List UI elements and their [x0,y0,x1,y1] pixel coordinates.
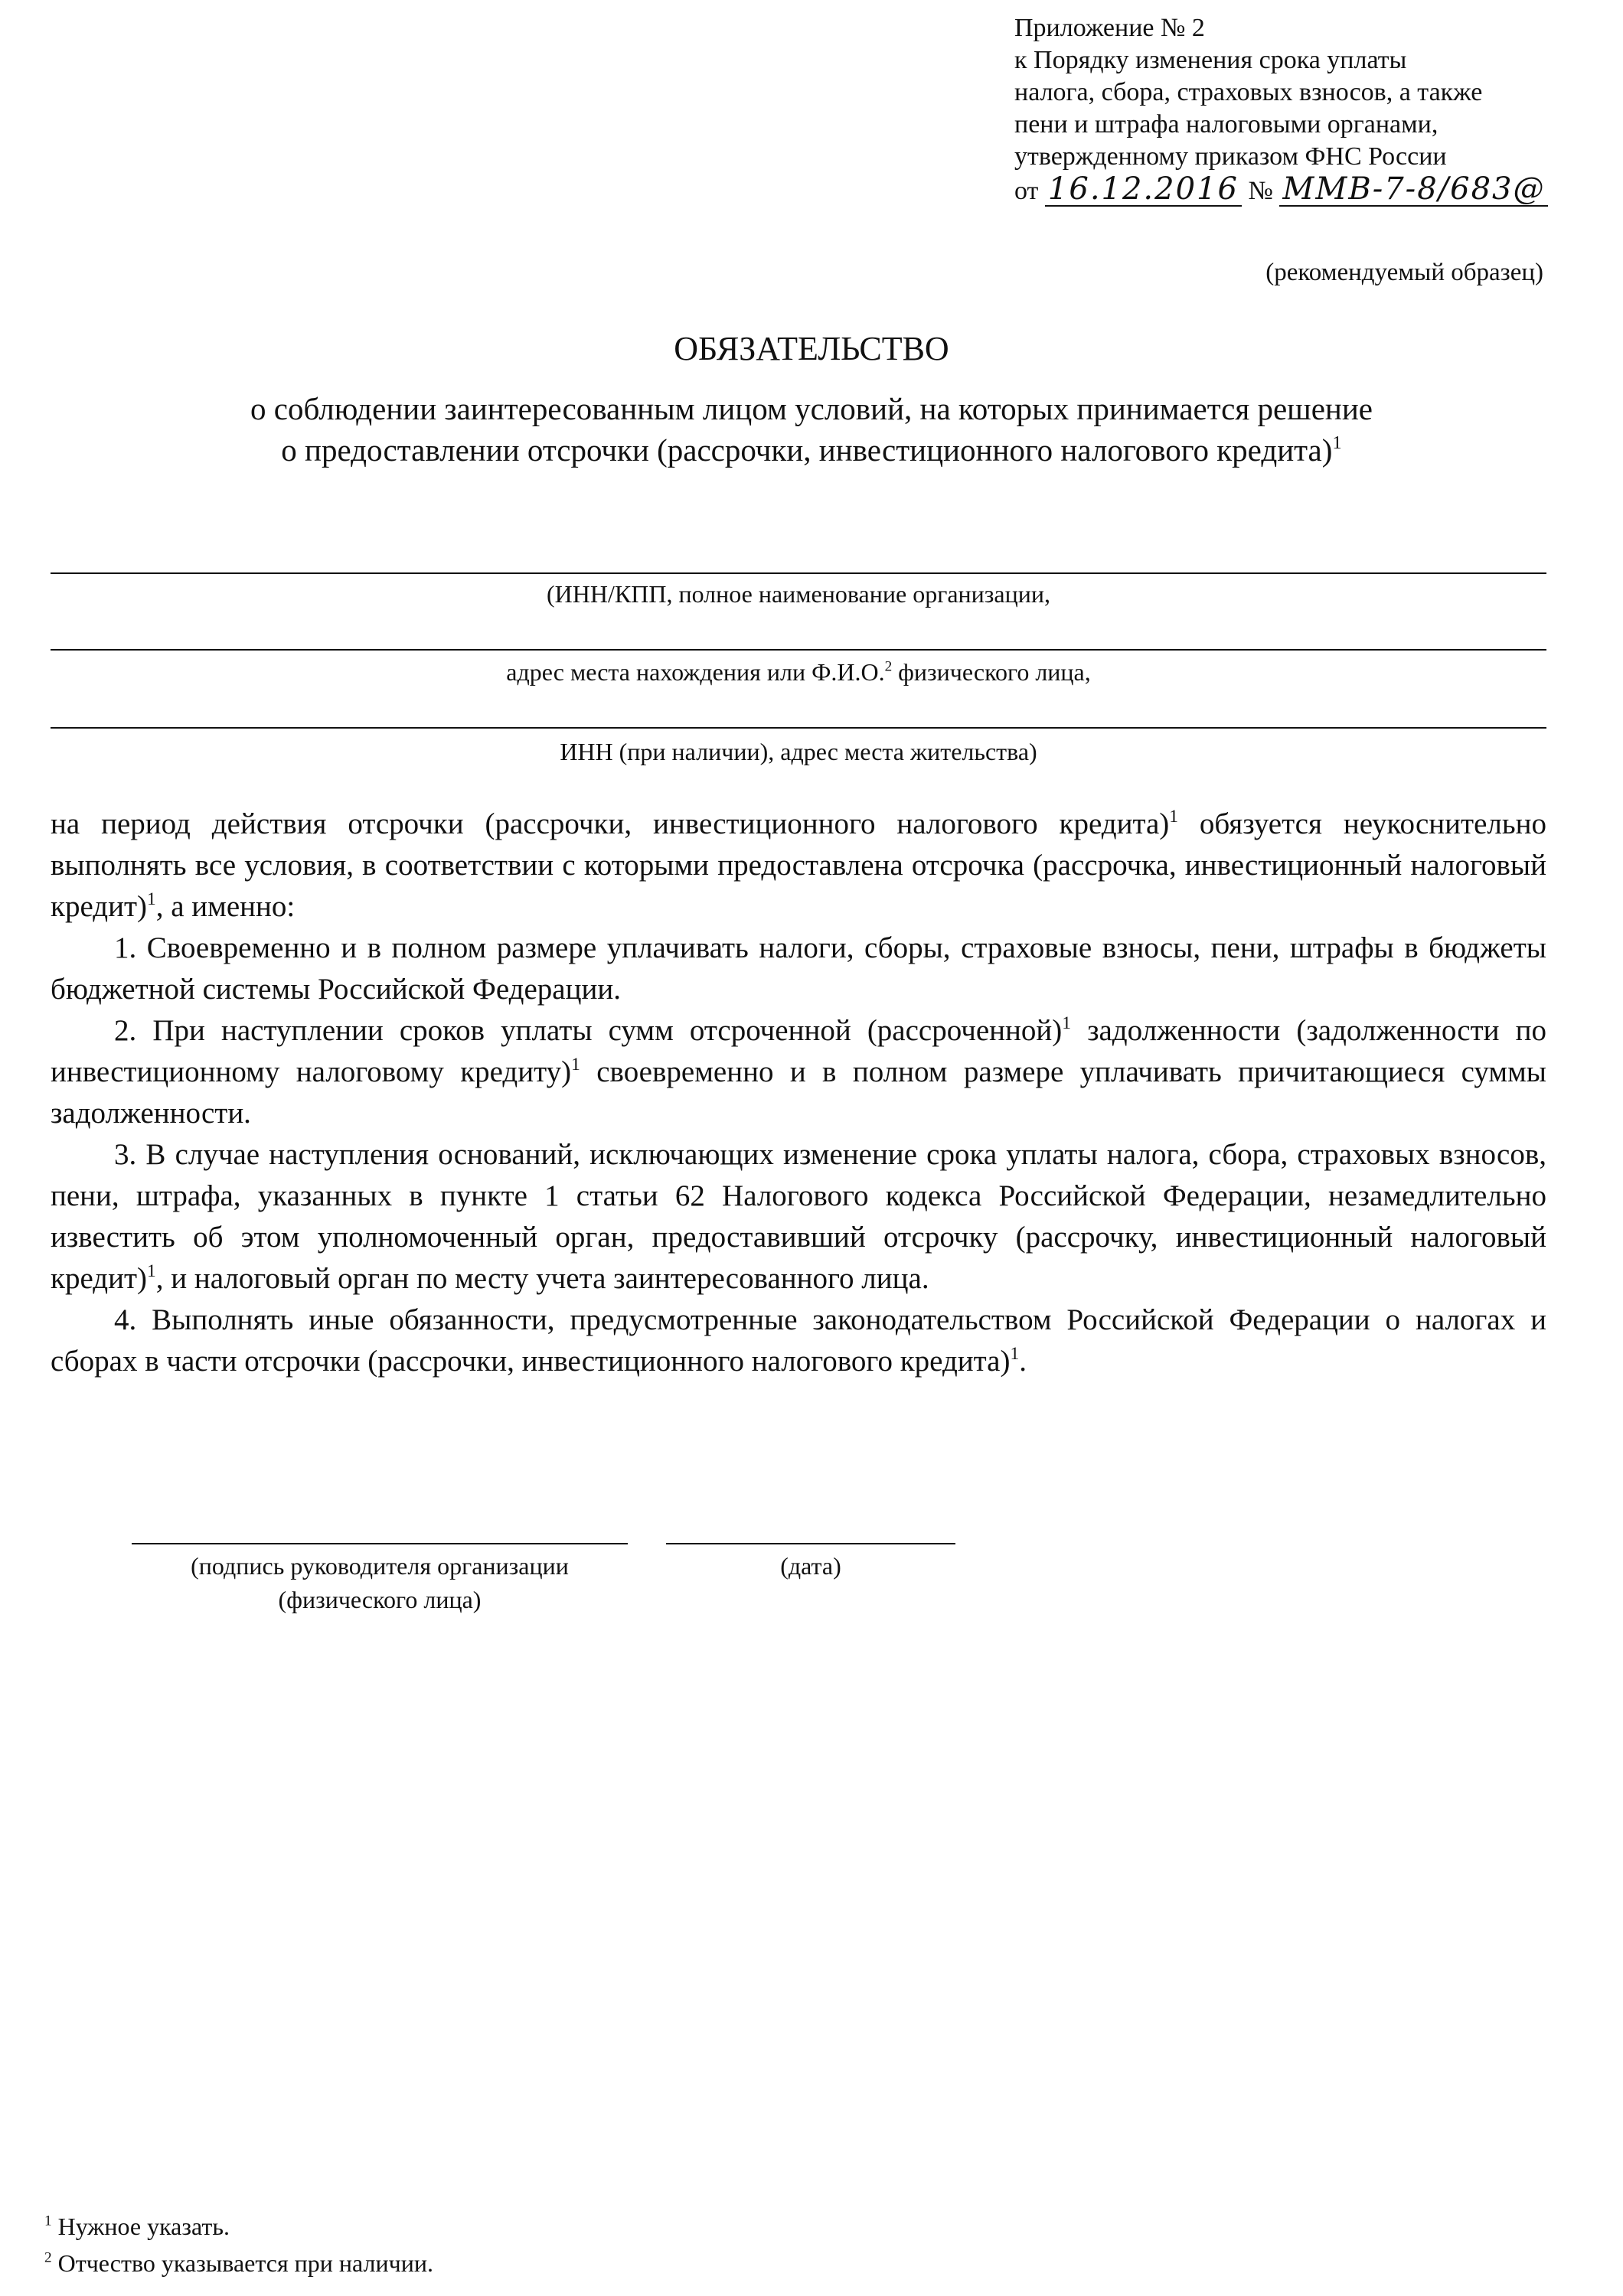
obligation-item-2 [51,1010,1546,1134]
recommended-sample-label: (рекомендуемый образец) [1265,259,1543,286]
appendix-line: утвержденному приказом ФНС России [1014,142,1447,171]
appendix-line: к Порядку изменения срока уплаты [1014,46,1407,74]
address-caption [51,657,1546,687]
paragraph-text: . [1019,1345,1027,1378]
document-title: ОБЯЗАТЕЛЬСТВО [674,330,949,367]
date-line [666,1543,955,1544]
org-name-caption: (ИНН/КПП, полное наименование организации, [547,580,1050,608]
inn-caption: ИНН (при наличии), адрес места жительства) [560,738,1037,765]
signature-line [132,1543,628,1544]
footnote-ref: 1 [147,889,156,909]
paragraph-text: своевременно и в полном размере уплачивать причитающиеся суммы задолженности. [51,1055,1546,1130]
footnote-2 [44,2247,433,2279]
footnote-ref: 1 [147,1261,156,1281]
paragraph-text: на период действия отсрочки (рассрочки, инвестиционного налогового кредита) [51,807,1170,840]
paragraph-text: обязуется неукоснительно выполнять все условия, в соответствии с которыми предоставлена отсрочка (рассрочка, инвестиционный налоговый кредит) [51,807,1546,923]
date-prefix: от [1014,177,1039,205]
order-date-number-row [1014,173,1612,207]
address-line [51,649,1546,651]
appendix-number: Приложение № 2 [1014,14,1205,42]
footnote-ref: 1 [1062,1013,1071,1033]
date-caption: (дата) [780,1552,841,1580]
footnote-ref: 1 [571,1054,580,1075]
number-sign: № [1248,177,1273,205]
footnote-mark: 2 [44,2249,52,2266]
document-subtitle-line2 [46,430,1577,470]
appendix-line: налога, сбора, страховых взносов, а также [1014,78,1483,106]
footnote-1 [44,2210,230,2242]
order-date-handwritten: 16.12.2016 [1045,173,1242,207]
document-subtitle-line1: о соблюдении заинтересованным лицом условий, на которых принимается решение [250,391,1373,426]
inn-line [51,727,1546,729]
footnote-text: Нужное указать. [51,2213,230,2240]
signature-caption-line1: (подпись руководителя организации [191,1552,569,1580]
obligation-item-1: 1. Своевременно и в полном размере уплачивать налоги, сборы, страховые взносы, пени, штрафы в бюджеты бюджетной системы Российской Федерации. [51,931,1546,1006]
paragraph-text: задолженности (задолженности по инвестиционному налоговому кредиту) [51,1014,1546,1088]
signature-caption-line2: (физического лица) [278,1586,482,1613]
subtitle-text: о предоставлении отсрочки (рассрочки, инвестиционного налогового кредита) [281,432,1333,468]
paragraph-text: , а именно: [155,890,296,923]
obligation-item-3 [51,1134,1546,1300]
org-name-line [51,572,1546,574]
footnote-ref: 2 [884,658,893,675]
obligation-item-4 [51,1300,1546,1382]
footnote-ref: 1 [1332,432,1342,454]
footnote-mark: 1 [44,2213,52,2229]
signature-caption [132,1549,628,1616]
paragraph-text: 4. Выполнять иные обязанности, предусмотренные законодательством Российской Федерации о налогах и сборах в части отсрочки (рассрочки, инвестиционного налогового кредита) [51,1303,1546,1378]
paragraph-text: 2. При наступлении сроков уплаты сумм отсроченной (рассроченной) [114,1014,1063,1047]
paragraph-text: , и налоговый орган по месту учета заинтересованного лица. [155,1262,929,1295]
caption-text: физического лица, [892,658,1091,686]
appendix-header [1014,12,1612,207]
paragraph-text: 3. В случае наступления оснований, исключающих изменение срока уплаты налога, сбора, страховых взносов, пени, штрафа, указанных в пункте 1 статьи 62 Налогового кодекса Российской Федерации, незамедлительно известить об этом уполномоченный орган, предоставивший отсрочку (рассрочку, инвестиционный налоговый кредит) [51,1138,1546,1295]
caption-text: адрес места нахождения или Ф.И.О. [506,658,885,686]
appendix-line: пени и штрафа налоговыми органами, [1014,110,1438,139]
footnote-ref: 1 [1169,806,1178,827]
footnote-ref: 1 [1010,1343,1020,1364]
intro-paragraph [51,804,1546,928]
obligation-body [51,804,1546,1382]
footnote-text: Отчество указывается при наличии. [51,2249,433,2277]
order-number-handwritten: ММВ-7-8/683@ [1279,173,1548,207]
